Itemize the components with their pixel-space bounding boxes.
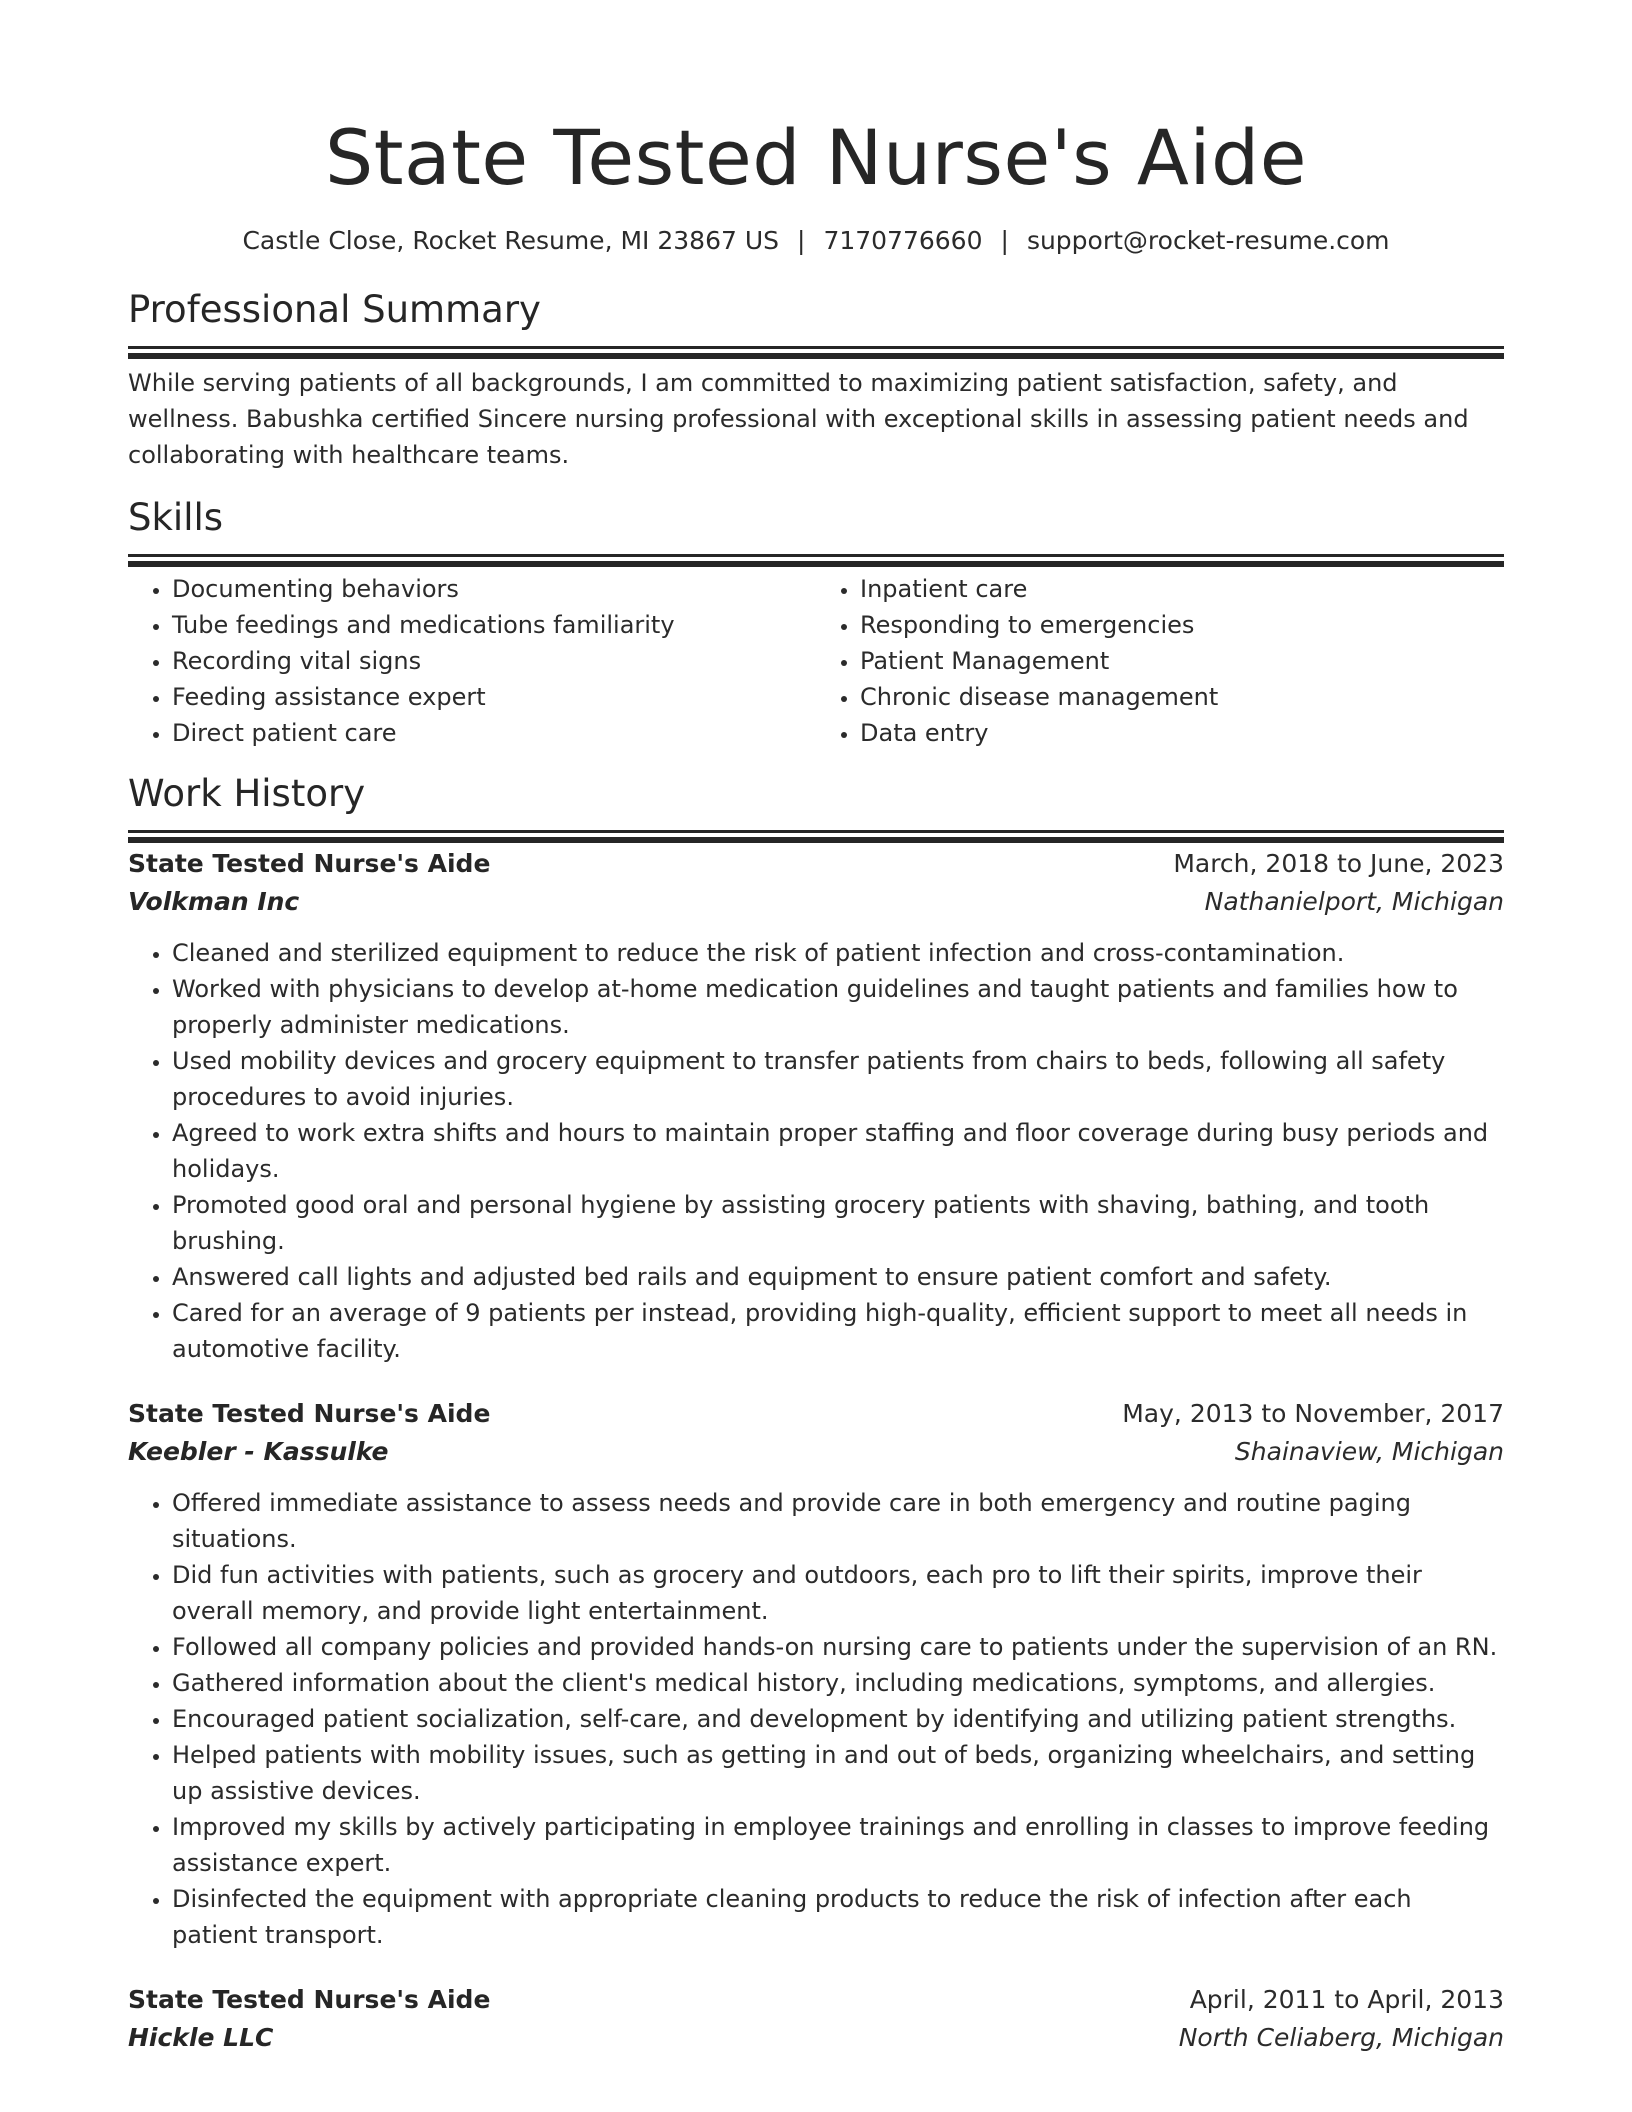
- job-company: Volkman Inc: [128, 887, 300, 916]
- skill-item: • Responding to emergencies: [860, 607, 1504, 643]
- job-entry: [128, 845, 1504, 1367]
- job-bullet: • Agreed to work extra shifts and hours to maintain proper staffing and floor coverage during busy periods and holidays.: [172, 1115, 1504, 1187]
- resume-name: State Tested Nurse's Aide: [324, 113, 1308, 202]
- work-history-section: [128, 772, 1504, 2057]
- job-header: [128, 1981, 1504, 2019]
- job-subheader: [128, 2019, 1504, 2057]
- job-title: State Tested Nurse's Aide: [128, 1985, 491, 2014]
- section-title-skills: Skills: [128, 496, 224, 539]
- job-title: State Tested Nurse's Aide: [128, 1399, 491, 1428]
- skills-columns: [128, 571, 1504, 751]
- skills-list-right: [816, 571, 1504, 751]
- section-title-summary: Professional Summary: [128, 288, 541, 331]
- job-bullet: • Gathered information about the client's medical history, including medications, symptoms, and allergies.: [172, 1665, 1504, 1701]
- job-header: [128, 845, 1504, 883]
- job-bullet: • Answered call lights and adjusted bed rails and equipment to ensure patient comfort and safety.: [172, 1259, 1504, 1295]
- contact-phone: 7170776660: [823, 226, 983, 255]
- job-bullet: • Helped patients with mobility issues, such as getting in and out of beds, organizing wheelchairs, and setting up assistive devices.: [172, 1737, 1504, 1809]
- contact-separator: |: [1000, 226, 1009, 255]
- contact-line: [128, 228, 1504, 253]
- skill-item: • Feeding assistance expert: [172, 679, 816, 715]
- job-title: State Tested Nurse's Aide: [128, 849, 491, 878]
- job-bullet: • Used mobility devices and grocery equipment to transfer patients from chairs to beds, following all safety procedures to avoid injuries.: [172, 1043, 1504, 1115]
- job-header: [128, 1395, 1504, 1433]
- skills-section: [128, 496, 1504, 751]
- resume-page: [128, 0, 1504, 2057]
- job-dates: May, 2013 to November, 2017: [1122, 1399, 1504, 1428]
- job-bullet: • Followed all company policies and provided hands-on nursing care to patients under the supervision of an RN.: [172, 1629, 1504, 1665]
- job-bullet: • Did fun activities with patients, such as grocery and outdoors, each pro to lift their spirits, improve their overall memory, and provide light entertainment.: [172, 1557, 1504, 1629]
- job-location: Nathanielport, Michigan: [1204, 887, 1504, 916]
- job-bullet: • Promoted good oral and personal hygiene by assisting grocery patients with shaving, bathing, and tooth brushing.: [172, 1187, 1504, 1259]
- skill-item: • Tube feedings and medications familiarity: [172, 607, 816, 643]
- job-bullet: • Offered immediate assistance to assess needs and provide care in both emergency and routine paging situations.: [172, 1485, 1504, 1557]
- section-divider: [128, 554, 1504, 557]
- job-bullet: • Encouraged patient socialization, self-care, and development by identifying and utilizing patient strengths.: [172, 1701, 1504, 1737]
- summary-section: [128, 288, 1504, 473]
- skill-item: • Patient Management: [860, 643, 1504, 679]
- skill-item: • Inpatient care: [860, 571, 1504, 607]
- job-entry: [128, 1395, 1504, 1953]
- contact-separator: |: [797, 226, 806, 255]
- job-bullet: • Cared for an average of 9 patients per instead, providing high-quality, efficient support to meet all needs in automotive facility.: [172, 1295, 1504, 1367]
- job-bullets: [128, 1485, 1504, 1953]
- job-bullet: • Cleaned and sterilized equipment to reduce the risk of patient infection and cross-contamination.: [172, 935, 1504, 971]
- summary-text: While serving patients of all backgrounds, I am committed to maximizing patient satisfaction, safety, and wellness. Babushka certified Sincere nursing professional with exceptional skills in assessing patient needs and collaborating with healthcare teams.: [128, 369, 1469, 469]
- section-title-work-history: Work History: [128, 772, 366, 815]
- contact-email: support@rocket-resume.com: [1026, 226, 1390, 255]
- skill-item: • Data entry: [860, 715, 1504, 751]
- job-company: Hickle LLC: [128, 2023, 274, 2052]
- job-bullet: • Worked with physicians to develop at-home medication guidelines and taught patients and families how to properly administer medications.: [172, 971, 1504, 1043]
- skill-item: • Recording vital signs: [172, 643, 816, 679]
- section-divider: [128, 346, 1504, 349]
- section-divider: [128, 830, 1504, 833]
- job-bullet: • Disinfected the equipment with appropriate cleaning products to reduce the risk of infection after each patient transport.: [172, 1881, 1504, 1953]
- job-dates: March, 2018 to June, 2023: [1173, 849, 1504, 878]
- skills-list-left: [128, 571, 816, 751]
- job-dates: April, 2011 to April, 2013: [1189, 1985, 1504, 2014]
- job-subheader: [128, 883, 1504, 921]
- skill-item: • Chronic disease management: [860, 679, 1504, 715]
- skill-item: • Direct patient care: [172, 715, 816, 751]
- job-company: Keebler - Kassulke: [128, 1437, 389, 1466]
- job-subheader: [128, 1433, 1504, 1471]
- job-location: Shainaview, Michigan: [1234, 1437, 1504, 1466]
- job-bullets: [128, 935, 1504, 1367]
- skill-item: • Documenting behaviors: [172, 571, 816, 607]
- job-bullet: • Improved my skills by actively participating in employee trainings and enrolling in classes to improve feeding assistance expert.: [172, 1809, 1504, 1881]
- contact-address: Castle Close, Rocket Resume, MI 23867 US: [242, 226, 779, 255]
- job-location: North Celiaberg, Michigan: [1178, 2023, 1504, 2052]
- job-entry: [128, 1981, 1504, 2057]
